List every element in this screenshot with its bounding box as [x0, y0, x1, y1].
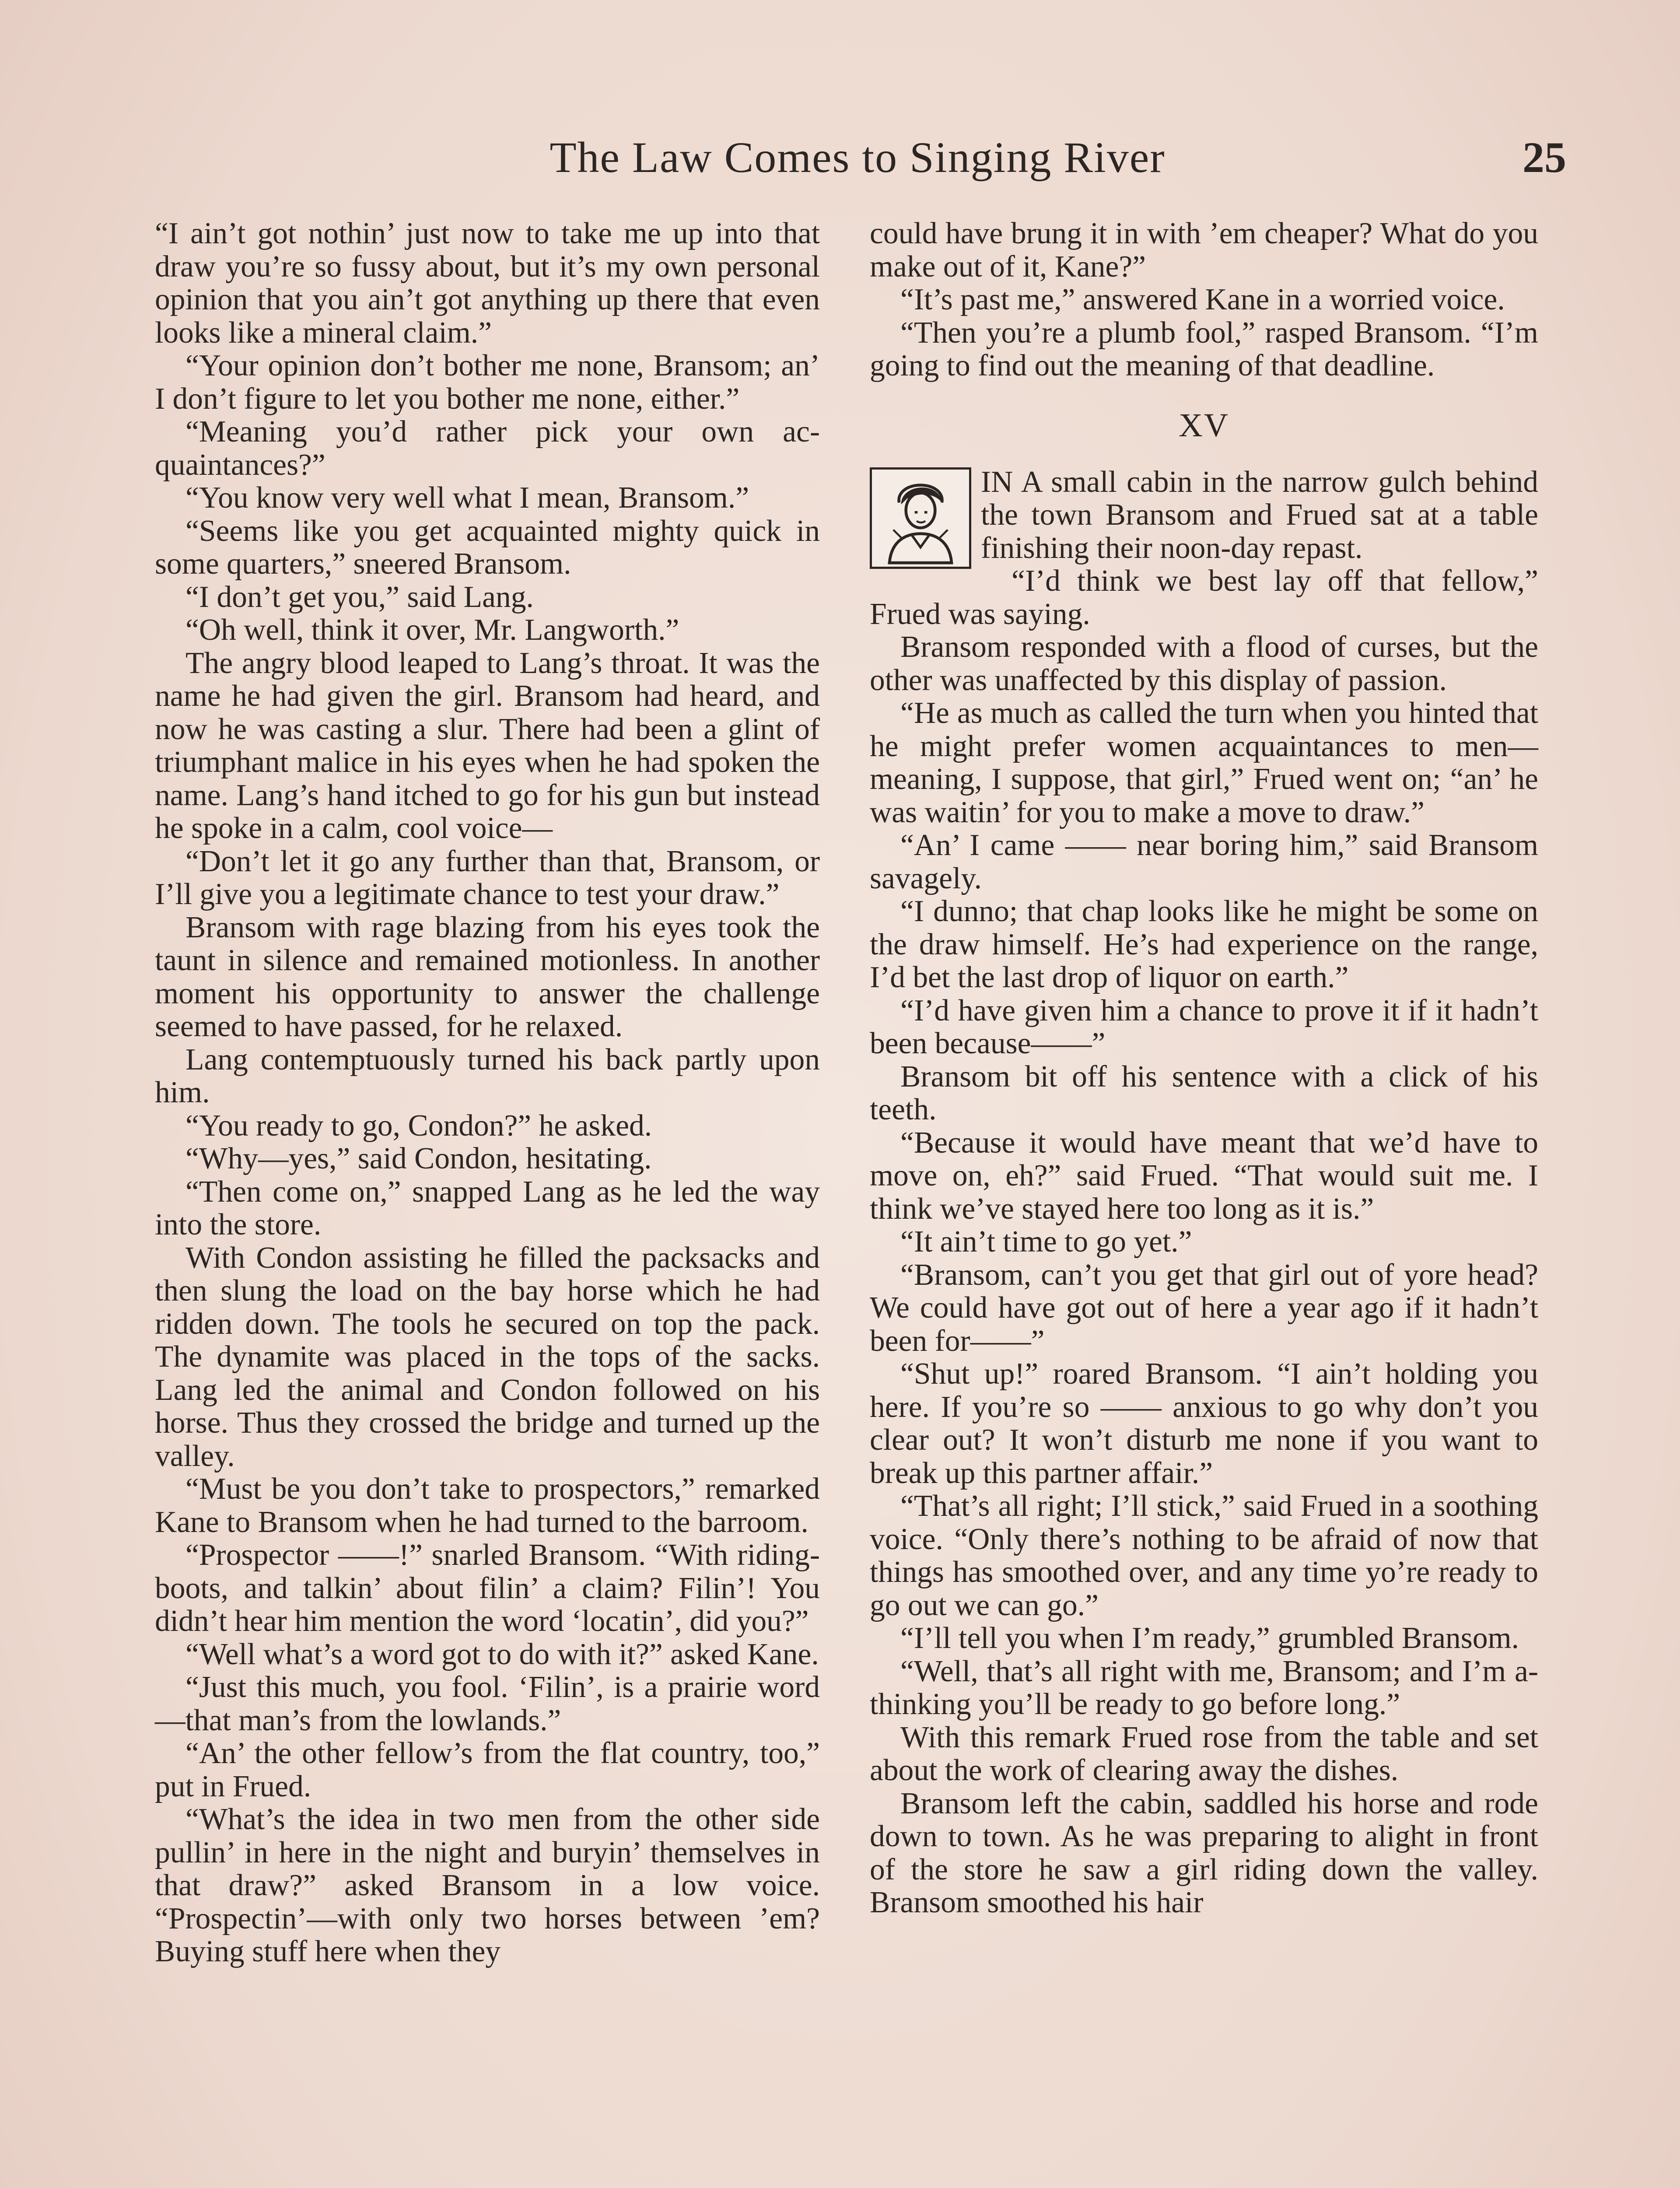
- paragraph: “He as much as called the turn when you hinted that he might prefer women acquaintances to men—meaning, I suppose, that girl,” Frued went on; “an’ he was waitin’ for you to make a move to draw.”: [870, 696, 1538, 829]
- paragraph: “Well, that’s all right with me, Bransom; and I’m a-thinking you’ll be ready to go before long.”: [870, 1654, 1538, 1721]
- paragraph: Bransom bit off his sentence with a click of his teeth.: [870, 1059, 1538, 1126]
- paragraph: “Just this much, you fool. ‘Filin’, is a prairie word—that man’s from the lowlands.”: [155, 1670, 820, 1737]
- chapter-heading: XV: [1179, 407, 1229, 444]
- paragraph: “Meaning you’d rather pick your own acquaintances?”: [155, 415, 820, 482]
- paragraph: “Then come on,” snapped Lang as he led the way into the store.: [155, 1175, 820, 1241]
- paragraph: “Must be you don’t take to prospectors,” remarked Kane to Bransom when he had turned to the barroom.: [155, 1472, 820, 1539]
- paragraph: With Condon assisting he filled the packsacks and then slung the load on the bay horse which he had ridden down. The tools he secured on top the pack. The dynamite was placed in the tops of the sacks. Lang led the animal and Condon followed on his horse. Thus they crossed the bridge and turned up the valley.: [155, 1241, 820, 1473]
- paragraph: could have brung it in with ’em cheaper? What do you make out of it, Kane?”: [870, 217, 1538, 284]
- page-header: [149, 127, 1566, 188]
- running-title: The Law Comes to Singing River: [550, 133, 1166, 182]
- paragraph: “Prospector ——!” snarled Bransom. “With riding-boots, and talkin’ about filin’ a claim? Filin’! You didn’t hear him mention the word ‘locatin’, did you?”: [155, 1538, 820, 1638]
- paragraph: “Bransom, can’t you get that girl out of yore head? We could have got out of here a year ago if it hadn’t been for——”: [870, 1258, 1538, 1358]
- paragraph: “I’ll tell you when I’m ready,” grumbled Bransom.: [900, 1621, 1519, 1655]
- paragraph: “I’d have given him a chance to prove it if it hadn’t been because——”: [870, 993, 1538, 1060]
- paragraph: “It ain’t time to go yet.”: [900, 1225, 1192, 1259]
- paragraph: “Shut up!” roared Bransom. “I ain’t holding you here. If you’re so —— anxious to go why don’t you clear out? It won’t disturb me none if you want to break up this partner affair.”: [870, 1357, 1538, 1490]
- right-text-column: [870, 217, 1538, 1919]
- paragraph: “I dunno; that chap looks like he might be some on the draw himself. He’s had experience on the range, I’d bet the last drop of liquor on earth.”: [870, 894, 1538, 994]
- paragraph: “Because it would have meant that we’d have to move on, eh?” said Frued. “That would suit me. I think we’ve stayed here too long as it is.”: [870, 1126, 1538, 1226]
- paragraph: “You ready to go, Condon?” he asked.: [186, 1108, 652, 1143]
- paragraph: “Well what’s a word got to do with it?” asked Kane.: [186, 1637, 819, 1671]
- paragraph: “Seems like you get acquainted mighty quick in some quarters,” sneered Bransom.: [155, 514, 820, 581]
- paragraph: “I ain’t got nothin’ just now to take me up into that draw you’re so fussy about, but it’s my own personal opinion that you ain’t got anything up there that even looks like a mineral claim.”: [155, 217, 820, 350]
- portrait-dropcap-icon: [870, 467, 971, 569]
- paragraph: Lang contemptuously turned his back partly upon him.: [155, 1042, 820, 1109]
- paragraph: “Oh well, think it over, Mr. Langworth.”: [186, 613, 679, 647]
- paragraph: Bransom left the cabin, saddled his horse and rode down to town. As he was preparing to alight in front of the store he saw a girl riding down the valley. Bransom smoothed his hair: [870, 1786, 1538, 1919]
- paragraph: Bransom responded with a flood of curses, but the other was unaffected by this display of passion.: [870, 630, 1538, 697]
- paragraph: “I’d think we best lay off that fellow,” Frued was saying.: [870, 564, 1538, 631]
- paragraph: “You know very well what I mean, Bransom.”: [186, 481, 749, 515]
- page-number: 25: [1522, 133, 1566, 182]
- paragraph: With this remark Frued rose from the table and set about the work of clearing away the dishes.: [870, 1720, 1538, 1787]
- paragraph: “I don’t get you,” said Lang.: [186, 580, 534, 614]
- paragraph: “That’s all right; I’ll stick,” said Frued in a soothing voice. “Only there’s nothing to be afraid of now that things has smoothed over, and any time yo’re ready to go out we can go.”: [870, 1489, 1538, 1622]
- left-text-column: [155, 217, 820, 1968]
- paragraph: “Why—yes,” said Condon, hesitating.: [186, 1142, 652, 1175]
- paragraph: “An’ I came —— near boring him,” said Bransom savagely.: [870, 828, 1538, 895]
- paragraph: “Then you’re a plumb fool,” rasped Bransom. “I’m going to find out the meaning of that deadline.: [870, 316, 1538, 382]
- paragraph: “Don’t let it go any further than that, Bransom, or I’ll give you a legitimate chance to test your draw.”: [155, 844, 820, 911]
- paragraph: “What’s the idea in two men from the other side pullin’ in here in the night and buryin’ themselves in that draw?” asked Bransom in a low voice. “Prospectin’—with only two horses between ’em? Buying stuff here when they: [155, 1802, 820, 1968]
- paragraph: “Your opinion don’t bother me none, Bransom; an’ I don’t figure to let you bother me none, either.”: [155, 349, 820, 416]
- paragraph: “It’s past me,” answered Kane in a worried voice.: [900, 283, 1505, 316]
- paragraph: The angry blood leaped to Lang’s throat. It was the name he had given the girl. Bransom had heard, and now he was casting a slur. There had been a glint of triumphant malice in his eyes when he had spoken the name. Lang’s hand itched to go for his gun but instead he spoke in a calm, cool voice—: [155, 646, 820, 845]
- paragraph: “An’ the other fellow’s from the flat country, too,” put in Frued.: [155, 1736, 820, 1803]
- right-column-bottom-text: [870, 466, 1538, 1919]
- paragraph: IN A small cabin in the narrow gulch behind the town Bransom and Frued sat at a table finishing their noon-day repast.: [981, 465, 1538, 565]
- right-column-top-text: [870, 217, 1538, 382]
- paragraph: Bransom with rage blazing from his eyes took the taunt in silence and remained motionless. In another moment his opportunity to answer the challenge seemed to have passed, for he relaxed.: [155, 910, 820, 1043]
